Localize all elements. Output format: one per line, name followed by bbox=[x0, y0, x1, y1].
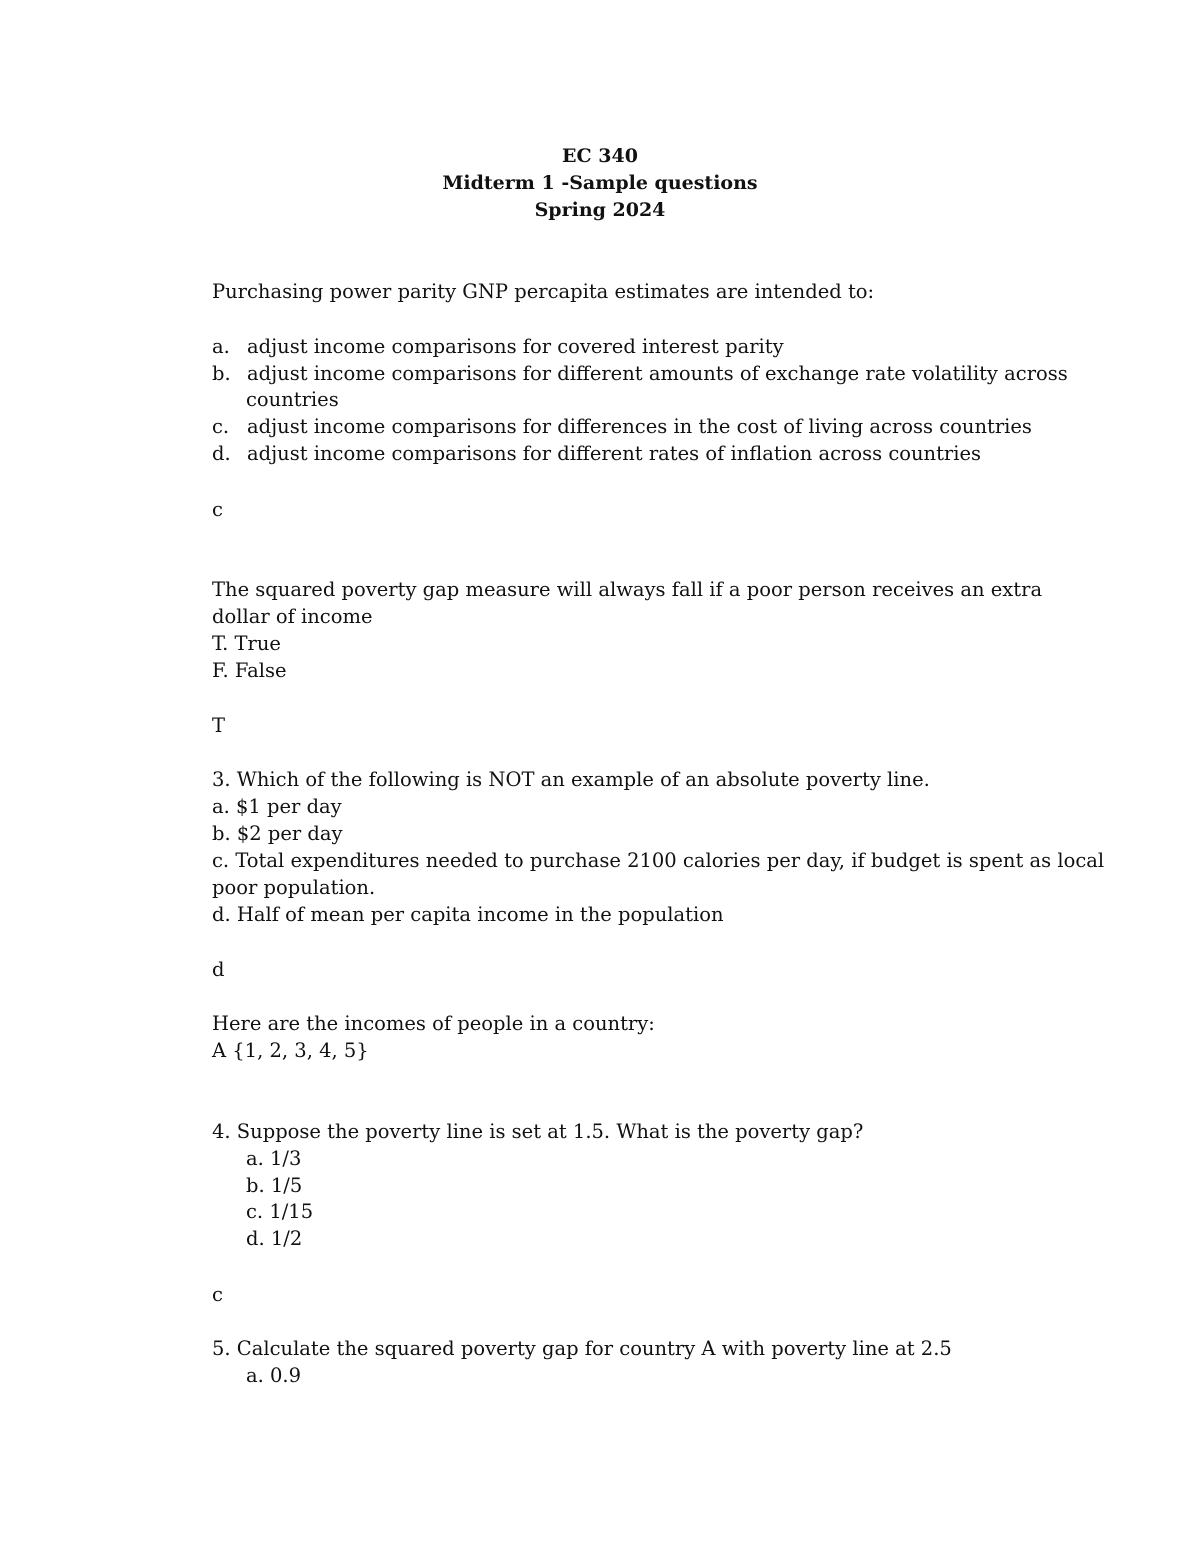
option-label: a. bbox=[212, 335, 230, 358]
exam-title: Midterm 1 -Sample questions bbox=[442, 172, 758, 194]
q4-answer: c bbox=[212, 1283, 223, 1306]
q3-stem: 3. Which of the following is NOT an example of an absolute poverty line. bbox=[212, 768, 930, 791]
option-text: adjust income comparisons for differences in the cost of living across countries bbox=[247, 415, 1032, 438]
option-label: d. bbox=[212, 442, 231, 465]
option-text: adjust income comparisons for covered interest parity bbox=[247, 335, 784, 358]
q3-option-a: a. $1 per day bbox=[212, 795, 342, 818]
term-title: Spring 2024 bbox=[534, 199, 666, 221]
option-text: adjust income comparisons for different rates of inflation across countries bbox=[247, 442, 982, 465]
q3-option-b: b. $2 per day bbox=[212, 822, 343, 845]
document-header bbox=[0, 143, 1200, 224]
q3-answer: d bbox=[212, 958, 225, 981]
q4-stem: 4. Suppose the poverty line is set at 1.5. What is the poverty gap? bbox=[212, 1120, 864, 1143]
q4-option-d: d. 1/2 bbox=[246, 1227, 303, 1250]
q4-option-a: a. 1/3 bbox=[246, 1147, 302, 1170]
course-title: EC 340 bbox=[562, 145, 638, 167]
income-set: A {1, 2, 3, 4, 5} bbox=[212, 1039, 369, 1062]
income-context-line: Here are the incomes of people in a country: bbox=[212, 1012, 655, 1035]
q2-stem-line1: The squared poverty gap measure will always fall if a poor person receives an extra bbox=[212, 578, 1043, 601]
q4-option-b: b. 1/5 bbox=[246, 1174, 303, 1197]
q3-option-c-continuation: poor population. bbox=[212, 876, 376, 899]
q2-answer: T bbox=[212, 714, 226, 737]
option-label: c. bbox=[212, 415, 230, 438]
q4-option-c: c. 1/15 bbox=[246, 1200, 314, 1223]
q1-option-b-continuation: countries bbox=[246, 388, 339, 411]
q1-answer: c bbox=[212, 498, 223, 521]
option-text: adjust income comparisons for different amounts of exchange rate volatility across bbox=[247, 362, 1068, 385]
q2-option-true: T. True bbox=[212, 632, 281, 655]
q5-option-a: a. 0.9 bbox=[246, 1364, 302, 1387]
q5-stem: 5. Calculate the squared poverty gap for country A with poverty line at 2.5 bbox=[212, 1337, 952, 1360]
q2-option-false: F. False bbox=[212, 659, 287, 682]
option-label: b. bbox=[212, 362, 231, 385]
q2-stem-line2: dollar of income bbox=[212, 605, 373, 628]
q3-option-d: d. Half of mean per capita income in the population bbox=[212, 903, 724, 926]
q3-option-c: c. Total expenditures needed to purchase 2100 calories per day, if budget is spent as local bbox=[212, 849, 1105, 872]
q1-stem: Purchasing power parity GNP percapita estimates are intended to: bbox=[212, 280, 875, 303]
